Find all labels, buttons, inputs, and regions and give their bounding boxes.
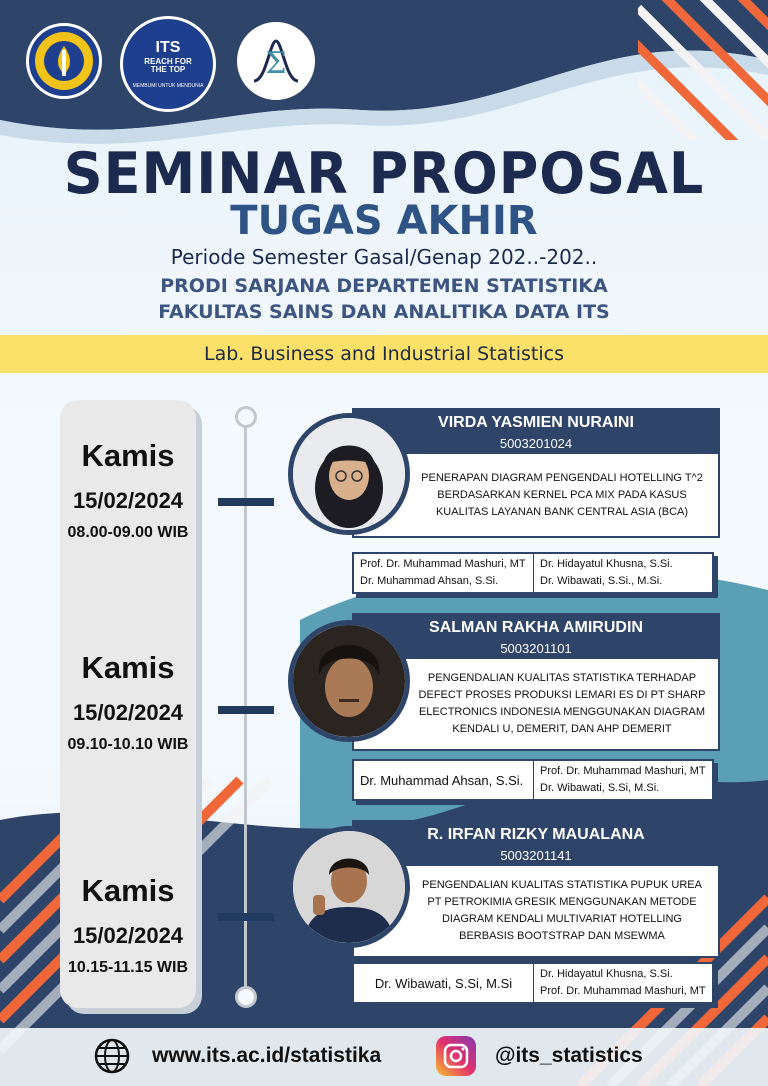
- footer-website[interactable]: www.its.ac.id/statistika: [152, 1044, 382, 1067]
- session-1-time: 08.00-09.00 WIB: [67, 524, 189, 541]
- session-2-photo: [288, 620, 410, 742]
- session-3-name: R. IRFAN RIZKY MAUALANA: [427, 826, 645, 843]
- globe-icon: [94, 1038, 130, 1074]
- session-1-nrp: 5003201024: [499, 436, 573, 451]
- session-2-examiners-right: [534, 761, 712, 799]
- session-2-examiners-left: [354, 761, 534, 799]
- session-3-nrp: 5003201141: [500, 848, 572, 863]
- its-logo-text: ITS: [155, 38, 181, 56]
- timeline-end-circle: [235, 986, 257, 1008]
- schedule-date-column: [60, 400, 196, 1008]
- session-2-header: [352, 613, 720, 659]
- its-reach-for-the-top-logo: [120, 16, 216, 112]
- decor-stripes-top: [638, 0, 768, 140]
- session-3-examiner-l1: Dr. Wibawati, S.Si, M.Si: [374, 975, 513, 991]
- session-3-header: [352, 820, 720, 866]
- its-logo-tagline: REACH FOR THE TOP: [144, 56, 192, 74]
- session-2-date: 15/02/2024: [72, 700, 184, 725]
- session-2-examiner-l1: Dr. Muhammad Ahsan, S.Si.: [360, 772, 524, 788]
- session-3-examiners-left: [354, 964, 534, 1002]
- session-1-photo: [288, 413, 410, 535]
- session-2-day: Kamis: [81, 650, 175, 685]
- session-1-examiner-r1: Dr. Hidayatul Khusna, S.Si.: [540, 558, 673, 570]
- session-2-time: 09.10-10.10 WIB: [67, 736, 189, 753]
- session-3-examiner-r2: Prof. Dr. Muhammad Mashuri, MT: [540, 985, 706, 997]
- its-emblem-logo: [26, 23, 102, 99]
- session-1-name: VIRDA YASMIEN NURAINI: [438, 414, 634, 431]
- instagram-icon: [436, 1036, 476, 1076]
- session-1-examiner-l1: Prof. Dr. Muhammad Mashuri, MT: [360, 558, 526, 570]
- program-line-1: PRODI SARJANA DEPARTEMEN STATISTIKA: [160, 275, 608, 297]
- its-logo-motto: MEMBUMI UNTUK MENDUNIA: [132, 82, 204, 89]
- session-3-date: 15/02/2024: [72, 923, 184, 948]
- session-3-examiners: [352, 962, 714, 1004]
- session-3-time: 10.15-11.15 WIB: [67, 959, 189, 976]
- session-3-examiners-right: [534, 964, 712, 1002]
- session-2-name: SALMAN RAKHA AMIRUDIN: [429, 619, 643, 636]
- program-line-2: FAKULTAS SAINS DAN ANALITIKA DATA ITS: [158, 301, 610, 323]
- timeline-start-circle: [235, 406, 257, 428]
- session-1-thesis: PENERAPAN DIAGRAM PENGENDALI HOTELLING T^2 BERDASARKAN KERNEL PCA MIX PADA KASUS KUALITAS LAYANAN BANK CENTRAL ASIA (BCA): [421, 471, 703, 518]
- session-2-thesis: PENGENDALIAN KUALITAS STATISTIKA TERHADAP DEFECT PROSES PRODUKSI LEMARI ES DI PT SHARP ELECTRONICS INDONESIA MENGGUNAKAN DIAGRAM KENDALI U, DEMERIT, DAN AHP DEMERIT: [418, 672, 706, 735]
- session-1-examiners-left: [354, 554, 534, 592]
- period-text: Periode Semester Gasal/Genap 202..-202..: [170, 245, 598, 269]
- session-1-examiner-r2: Dr. Wibawati, S.Si., M.Si.: [540, 575, 663, 587]
- title-seminar-proposal: SEMINAR PROPOSAL: [63, 140, 705, 207]
- session-2-nrp: 5003201101: [500, 641, 572, 656]
- session-2-examiner-r2: Dr. Wibawati, S.Si, M.Si.: [540, 782, 660, 794]
- statistics-sigma-logo: [237, 22, 315, 100]
- footer-instagram[interactable]: @its_statistics: [495, 1044, 643, 1067]
- lab-banner: Lab. Business and Industrial Statistics: [0, 335, 768, 373]
- session-1-date-block: [60, 438, 196, 542]
- session-3-examiner-r1: Dr. Hidayatul Khusna, S.Si.: [540, 968, 673, 980]
- session-1-header: [352, 408, 720, 454]
- session-2-examiners: [352, 759, 714, 801]
- session-1-examiners-right: [534, 554, 712, 592]
- svg-text:Σ: Σ: [265, 46, 287, 81]
- session-2-examiner-r1: Prof. Dr. Muhammad Mashuri, MT: [540, 765, 706, 777]
- session-3-connector: [218, 913, 274, 921]
- session-1-day: Kamis: [81, 438, 175, 473]
- session-1-examiner-l2: Dr. Muhammad Ahsan, S.Si.: [360, 575, 499, 587]
- session-2-date-block: [60, 650, 196, 754]
- session-3-thesis: PENGENDALIAN KUALITAS STATISTIKA PUPUK UREA PT PETROKIMIA GRESIK MENGGUNAKAN METODE DIAGRAM KENDALI MULTIVARIAT HOTELLING BERBASIS BOOTSTRAP DAN MSEWMA: [422, 879, 702, 942]
- session-1-connector: [218, 498, 274, 506]
- title-tugas-akhir: TUGAS AKHIR: [230, 198, 538, 244]
- session-3-date-block: [60, 873, 196, 977]
- session-2-connector: [218, 706, 274, 714]
- session-1-date: 15/02/2024: [72, 488, 184, 513]
- session-3-day: Kamis: [81, 873, 175, 908]
- session-1-examiners: [352, 552, 714, 594]
- session-3-photo: [288, 826, 410, 948]
